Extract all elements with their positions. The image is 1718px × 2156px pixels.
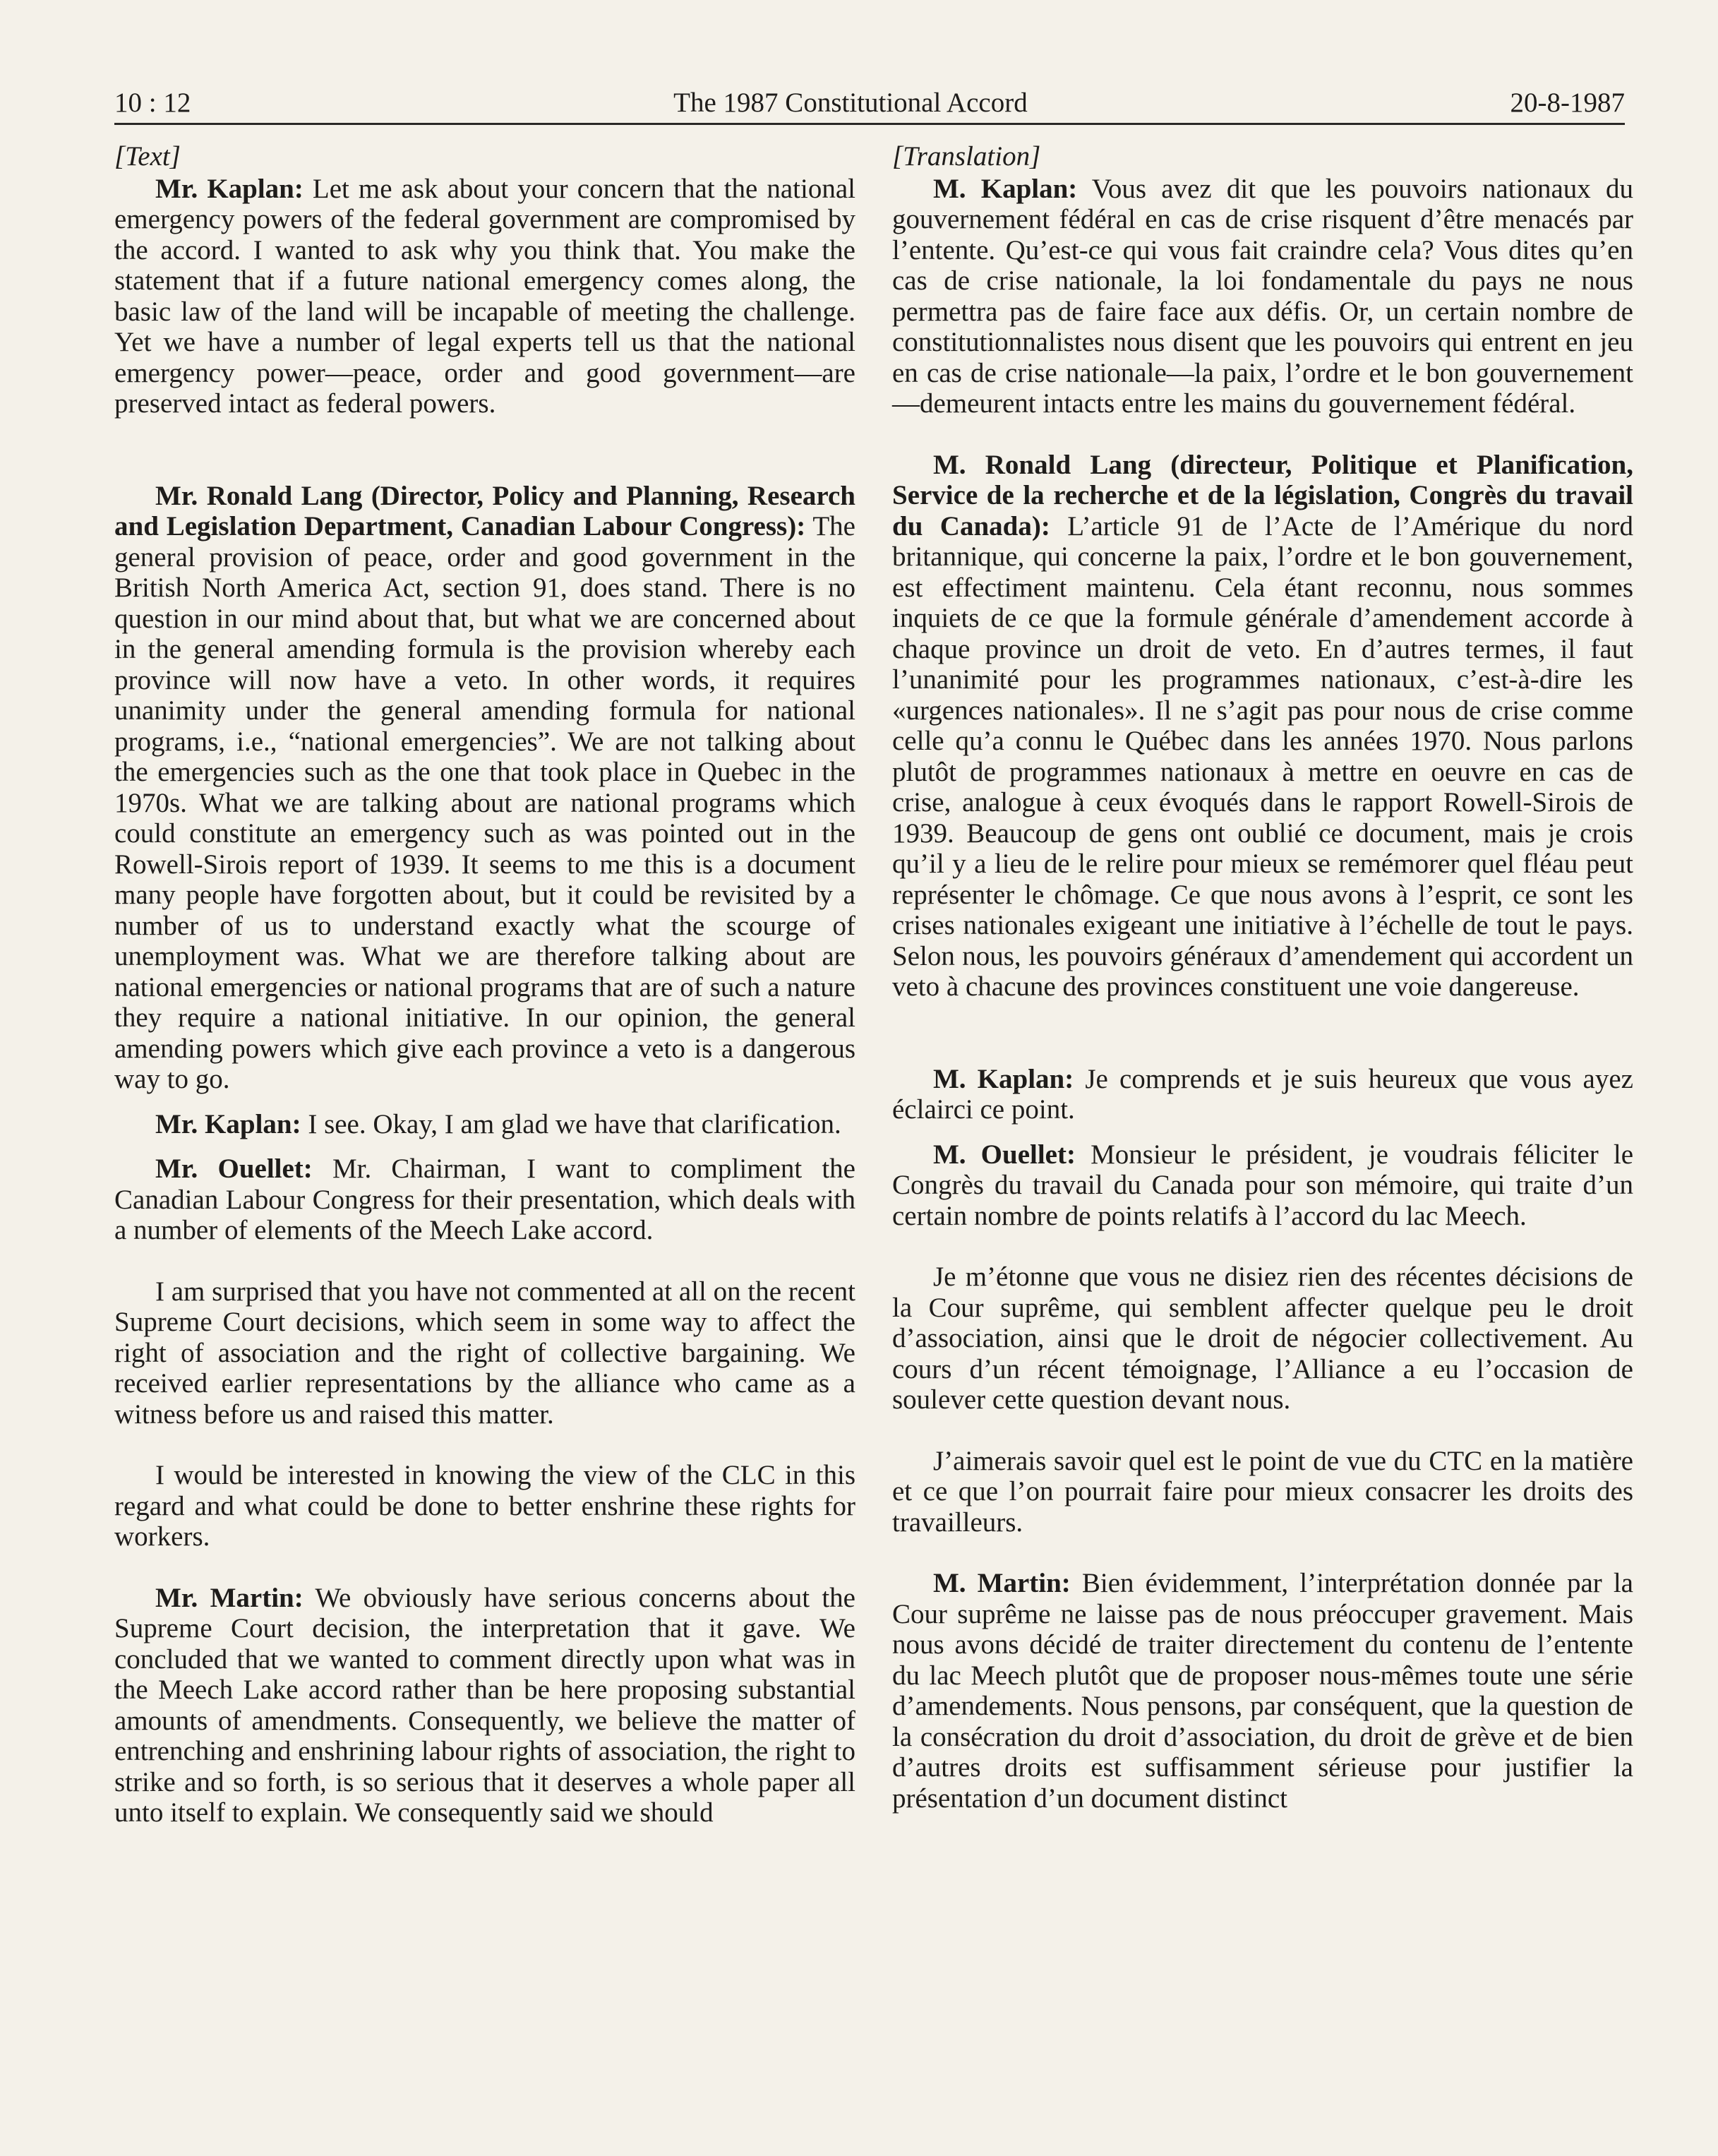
paragraph-text: Let me ask about your concern that the national emergency powers of the federal government are compromised by the accord. I wanted to ask why you think that. You make the statement that if a future national emergency comes along, the basic law of the land will be incapable of meeting the challenge. Yet we have a number of legal experts tell us that the national emergency power—peace, order and good government—are preserved intact as federal powers. xyxy=(114,173,856,419)
paragraph-ouellet xyxy=(892,1139,1633,1232)
speaker-name: Mr. Ouellet: xyxy=(155,1154,313,1184)
speaker-name: Mr. Kaplan: xyxy=(155,1108,301,1139)
paragraph-text: Monsieur le président, je voudrais féliciter le Congrès du travail du Canada pour son mémoire, qui traite d’un certain nombre de points relatifs à l’accord du lac Meech. xyxy=(892,1139,1634,1231)
paragraph-kaplan-reply xyxy=(892,1064,1633,1125)
paragraph-text: I see. Okay, I am glad we have that clarification. xyxy=(301,1108,841,1139)
paragraph-martin xyxy=(114,1583,855,1828)
paragraph-martin xyxy=(892,1568,1633,1814)
french-column xyxy=(892,141,1633,1814)
speaker-name: M. Ronald Lang (directeur, Politique et Planification, Service de la recherche et de la législation, Congrès du travail du Canada): xyxy=(892,449,1633,541)
header-rule xyxy=(114,123,1625,125)
paragraph-ouellet xyxy=(114,1154,855,1246)
paragraph-kaplan-reply xyxy=(114,1109,855,1140)
speaker-name: M. Martin: xyxy=(933,1568,1071,1598)
speaker-name: Mr. Kaplan: xyxy=(155,173,304,204)
speaker-name: M. Ouellet: xyxy=(933,1139,1076,1170)
speaker-name: M. Kaplan: xyxy=(933,173,1078,204)
paragraph-lang-answer xyxy=(892,450,1633,1002)
document-date: 20-8-1987 xyxy=(1510,88,1625,118)
paragraph-ouellet-question xyxy=(892,1446,1633,1538)
page-reference: 10 : 12 xyxy=(114,88,191,118)
paragraph-text: The general provision of peace, order and good government in the British North America Act, section 91, does stand. There is no question in our mind about that, but what we are concerned about in the general amending formula is the provision whereby each province will now have a veto. In other words, it requires unanimity under the general amending formula for national programs, i.e., “national emergencies”. We are not talking about the emergencies such as the one that took place in Quebec in the 1970s. What we are talking about are national programs which could constitute an emergency such as was pointed out in the Rowell-Sirois report of 1939. It seems to me this is a document many people have forgotten about, but it could be revisited by a number of us to understand exactly what the scourge of unemployment was. What we are therefore talking about are national emergencies or national programs that are of such a nature they require a national initiative. In our opinion, the general amending powers which give each province a veto is a dangerous way to go. xyxy=(114,511,855,1094)
text-label: [Text] xyxy=(114,141,181,172)
paragraph-text: I am surprised that you have not commented at all on the recent Supreme Court decisions, which seem in some way to affect the right of association and the right of collective bargaining. We received earlier representations by the alliance who came as a witness before us and raised this matter. xyxy=(114,1276,856,1430)
speaker-name: M. Kaplan: xyxy=(933,1063,1074,1094)
paragraph-text: Bien évidemment, l’interprétation donnée par la Cour suprême ne laisse pas de nous préoccuper gravement. Mais nous avons décidé de traiter directement du contenu de l’entente du lac Meech plutôt que de proposer nous-mêmes toute une série d’amendements. Nous pensons, par conséquent, que la question de la consécration du droit d’association, du droit de grève et de bien d’autres droits est suffisamment sérieuse pour justifier la présentation d’un document distinct xyxy=(892,1568,1633,1814)
paragraph-text: We obviously have serious concerns about the Supreme Court decision, the interpretation that it gave. We concluded that we wanted to comment directly upon what was in the Meech Lake accord rather than be here proposing substantial amounts of amendments. Consequently, we believe the matter of entrenching and enshrining labour rights of association, the right to strike and so forth, is so serious that it deserves a whole paper all unto itself to explain. We consequently said we should xyxy=(114,1582,855,1828)
paragraph-text: I would be interested in knowing the view of the CLC in this regard and what could be done to better enshrine these rights for workers. xyxy=(114,1460,855,1552)
speaker-name: Mr. Martin: xyxy=(155,1582,304,1613)
paragraph-kaplan-question xyxy=(892,174,1633,419)
paragraph-text: L’article 91 de l’Acte de l’Amérique du nord britannique, qui concerne la paix, l’ordre et le bon gouvernement, est effectiment maintenu. Cela étant reconnu, nous sommes inquiets de ce que la formule générale d’amendement accorde à chaque province un droit de veto. En d’autres termes, il faut l’unanimité pour les programmes nationaux, c’est-à-dire les «urgences nationales». Il ne s’agit pas pour nous de crise comme celle qu’a connu le Québec dans les années 1970. Nous parlons plutôt de programmes nationaux à mettre en oeuvre en cas de crise, analogue à ceux évoqués dans le rapport Rowell-Sirois de 1939. Beaucoup de gens ont oublié ce document, mais je crois qu’il y a lieu de le relire pour mieux se remémorer quel fléau peut représenter le chômage. Ce que nous avons à l’esprit, ce sont les crises nationales exigeant une initiative à l’échelle de tout le pays. Selon nous, les pouvoirs généraux d’amendement qui accordent un veto à chacune des provinces constituent une voie dangereuse. xyxy=(892,510,1633,1002)
paragraph-ouellet-continued xyxy=(892,1262,1633,1415)
document-title: The 1987 Constitutional Accord xyxy=(673,88,1028,118)
page-header xyxy=(114,86,1625,120)
paragraph-text: Mr. Chairman, I want to compliment the Canadian Labour Congress for their presentation, which deals with a number of elements of the Meech Lake accord. xyxy=(114,1154,855,1245)
english-column xyxy=(114,141,855,1828)
paragraph-text: Je comprends et je suis heureux que vous ayez éclairci ce point. xyxy=(892,1063,1633,1125)
paragraph-ouellet-question xyxy=(114,1460,855,1552)
paragraph-lang-answer xyxy=(114,481,855,1095)
paragraph-text: Vous avez dit que les pouvoirs nationaux du gouvernement fédéral en cas de crise risquent d’être menacés par l’entente. Qu’est-ce qui vous fait craindre cela? Vous dites qu’en cas de crise nationale, la loi fondamentale du pays ne nous permettra pas de faire face aux défis. Or, un certain nombre de constitutionnalistes nous disent que les pouvoirs qui entrent en jeu en cas de crise nationale—la paix, l’ordre et le bon gouvernement—demeurent intacts entre les mains du gouvernement fédéral. xyxy=(892,173,1633,419)
paragraph-text: Je m’étonne que vous ne disiez rien des récentes décisions de la Cour suprême, qui semblent affecter quelque peu le droit d’association, ainsi que le droit de négocier collectivement. Au cours d’un récent témoignage, l’Alliance a eu l’occasion de soulever cette question devant nous. xyxy=(892,1262,1633,1415)
paragraph-kaplan-question xyxy=(114,174,855,419)
translation-label: [Translation] xyxy=(892,141,1041,172)
paragraph-ouellet-continued xyxy=(114,1276,855,1430)
speaker-name: Mr. Ronald Lang (Director, Policy and Planning, Research and Legislation Department, Canadian Labour Congress): xyxy=(114,480,855,541)
paragraph-text: J’aimerais savoir quel est le point de vue du CTC en la matière et ce que l’on pourrait faire pour mieux consacrer les droits des travailleurs. xyxy=(892,1445,1633,1538)
